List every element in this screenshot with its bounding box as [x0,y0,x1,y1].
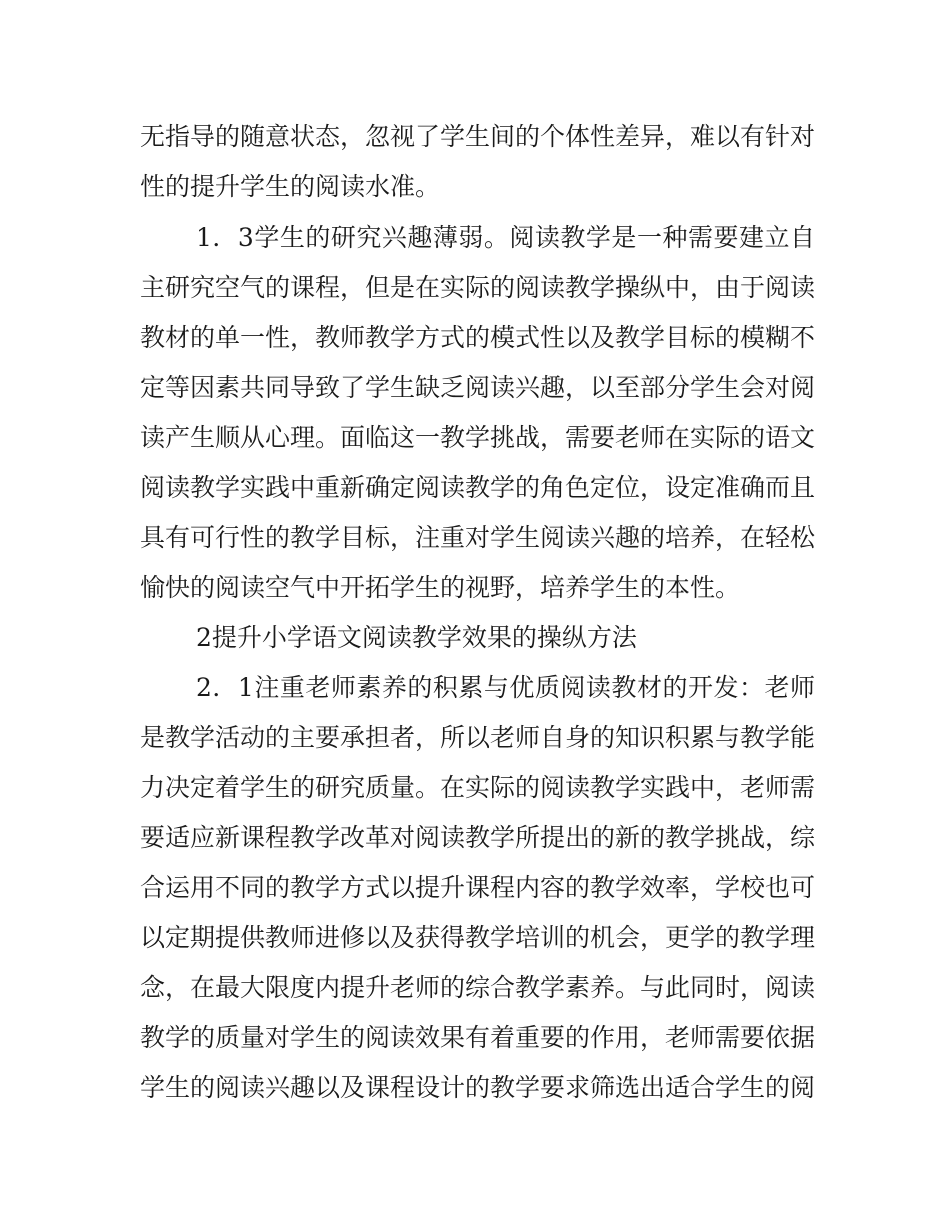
text-line: 定等因素共同导致了学生缺乏阅读兴趣，以至部分学生会对阅 [140,373,816,402]
text-line: 要适应新课程教学改革对阅读教学所提出的新的教学挑战，综 [140,823,816,852]
text-line: 具有可行性的教学目标，注重对学生阅读兴趣的培养，在轻松 [140,523,816,552]
section-heading: 2提升小学语文阅读教学效果的操纵方法 [196,623,637,652]
text-line: 学生的阅读兴趣以及课程设计的教学要求筛选出适合学生的阅 [140,1073,816,1102]
text-line: 主研究空气的课程，但是在实际的阅读教学操纵中，由于阅读 [140,273,816,302]
section-paragraph-start: 1．3学生的研究兴趣薄弱。阅读教学是一种需要建立自 [196,223,815,252]
text-line: 读产生顺从心理。面临这一教学挑战，需要老师在实际的语文 [140,423,816,452]
text-line: 性的提升学生的阅读水准。 [140,172,441,201]
text-line: 教材的单一性，教师教学方式的模式性以及教学目标的模糊不 [140,323,816,352]
text-line: 无指导的随意状态，忽视了学生间的个体性差异，难以有针对 [140,122,816,151]
text-line: 力决定着学生的研究质量。在实际的阅读教学实践中，老师需 [140,773,816,802]
text-line: 是教学活动的主要承担者，所以老师自身的知识积累与教学能 [140,723,816,752]
section-paragraph-start: 2．1注重老师素养的积累与优质阅读教材的开发：老师 [196,673,815,702]
text-line: 愉快的阅读空气中开拓学生的视野，培养学生的本性。 [140,573,741,602]
text-line: 阅读教学实践中重新确定阅读教学的角色定位，设定准确而且 [140,473,816,502]
text-line: 以定期提供教师进修以及获得教学培训的机会，更学的教学理 [140,923,816,952]
text-line: 教学的质量对学生的阅读效果有着重要的作用，老师需要依据 [140,1023,816,1052]
text-line: 念，在最大限度内提升老师的综合教学素养。与此同时，阅读 [140,973,816,1002]
text-line: 合运用不同的教学方式以提升课程内容的教学效率，学校也可 [140,873,816,902]
